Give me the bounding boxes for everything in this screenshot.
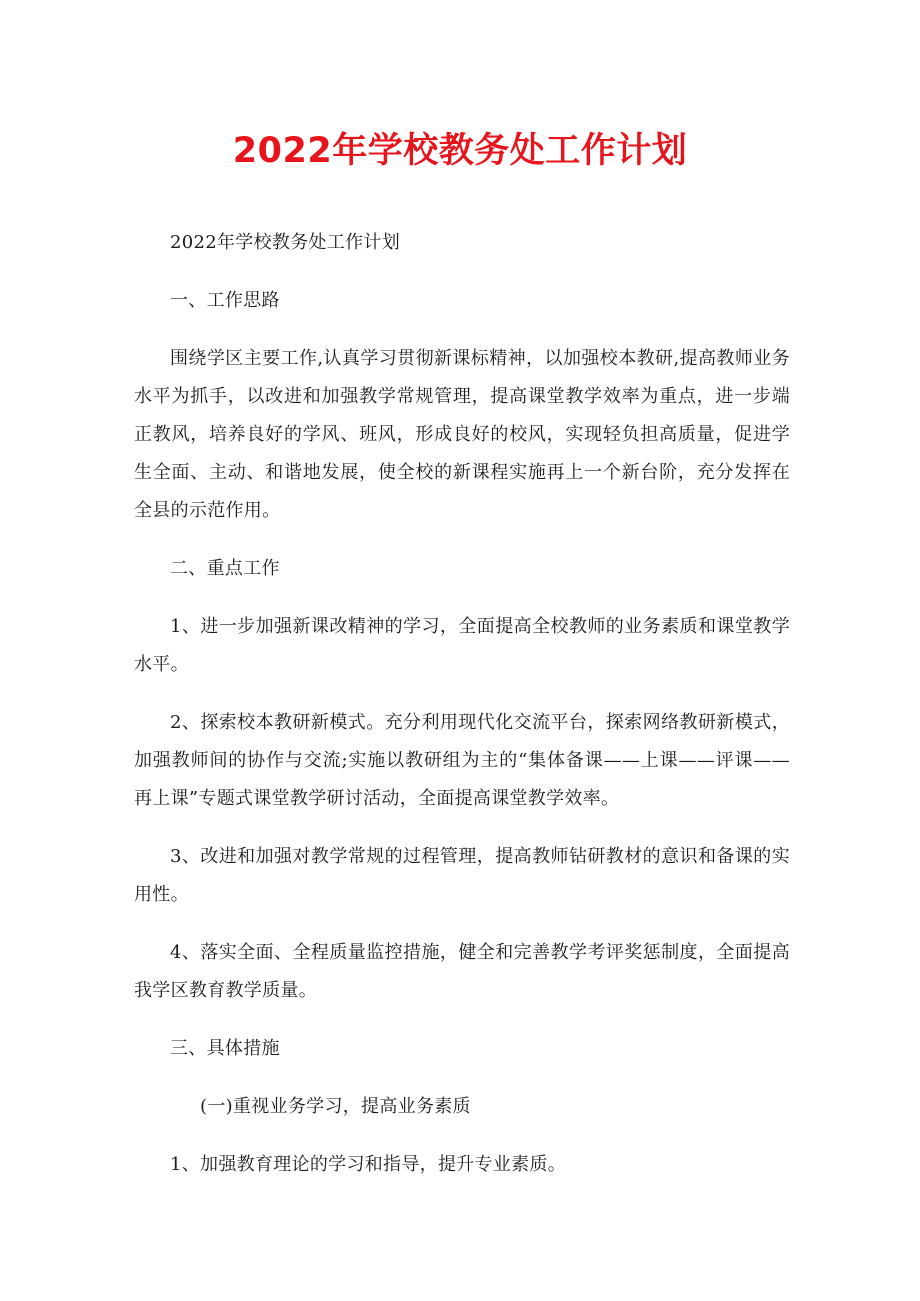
paragraph-work-idea: 围绕学区主要工作,认真学习贯彻新课标精神，以加强校本教研,提高教师业务水平为抓手，以改进和加强教学常规管理，提高课堂教学效率为重点，进一步端正教风，培养良好的学风、班风，形成良好的校风，实现轻负担高质量，促进学生全面、主动、和谐地发展，使全校的新课程实施再上一个新台阶，充分发挥在全县的示范作用。: [134, 348, 790, 521]
paragraph-subtitle: 2022年学校教务处工作计划: [170, 232, 401, 253]
paragraph-measure-1: 1、加强教育理论的学习和指导，提升专业素质。: [170, 1154, 567, 1175]
section-heading-1: 一、工作思路: [170, 290, 280, 311]
subsection-heading-1: (一)重视业务学习，提高业务素质: [200, 1096, 471, 1117]
document-title: 2022年学校教务处工作计划: [232, 131, 688, 171]
paragraph-key-work-1: 1、进一步加强新课改精神的学习，全面提高全校教师的业务素质和课堂教学水平。: [134, 616, 790, 675]
document-body: [134, 224, 790, 1204]
section-heading-2: 二、重点工作: [170, 558, 280, 579]
paragraph-key-work-3: 3、改进和加强对教学常规的过程管理，提高教师钻研教材的意识和备课的实用性。: [134, 846, 790, 905]
paragraph-key-work-2: 2、探索校本教研新模式。充分利用现代化交流平台，探索网络教研新模式，加强教师间的协作与交流;实施以教研组为主的“集体备课——上课——评课——再上课”专题式课堂教学研讨活动，全面提高课堂教学效率。: [134, 712, 790, 809]
paragraph-key-work-4: 4、落实全面、全程质量监控措施，健全和完善教学考评奖惩制度，全面提高我学区教育教学质量。: [134, 942, 790, 1001]
section-heading-3: 三、具体措施: [170, 1038, 280, 1059]
